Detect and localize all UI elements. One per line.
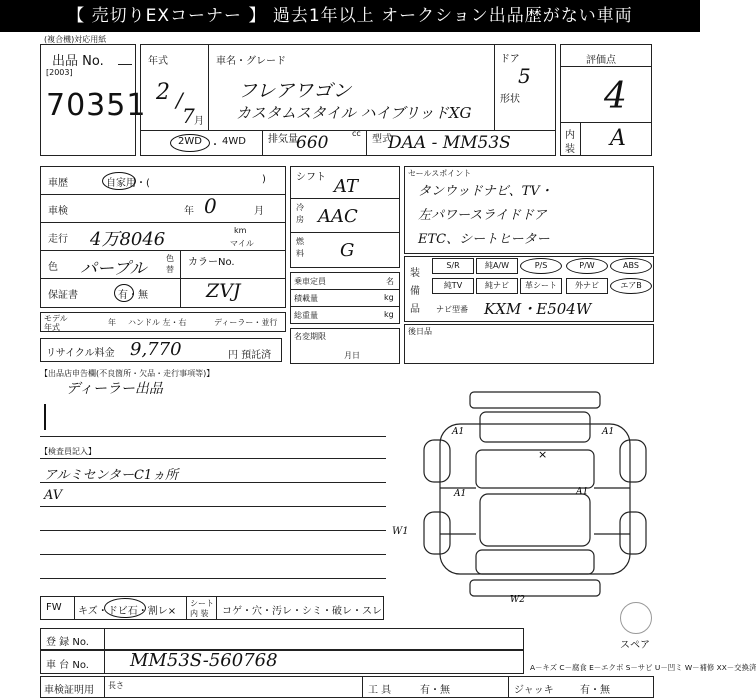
- color-value: パープル: [80, 259, 147, 279]
- sales-point-label: セールスポイント: [408, 169, 472, 178]
- sales-line-1: タンウッドナビ、TV・: [418, 184, 553, 199]
- navi-model: KXM・E504W: [484, 300, 592, 318]
- shift-value: AT: [334, 176, 359, 197]
- displacement-value: 660: [296, 133, 329, 153]
- mileage-value: 4万8046: [90, 229, 166, 250]
- model-value: DAA - MM53S: [388, 133, 511, 153]
- cert-row: [40, 676, 654, 698]
- tools-value: 有・無: [420, 685, 450, 696]
- inspector-line-2: AV: [44, 488, 63, 503]
- reg-no-row: [40, 628, 524, 650]
- month-value: 7: [182, 104, 195, 128]
- lot-number: 70351: [46, 88, 147, 123]
- mark-x: ×: [538, 448, 548, 461]
- doors-value: 5: [518, 64, 531, 88]
- chassis-value: MM53S-560768: [130, 650, 278, 671]
- inspector-label: 【検査員記入】: [40, 447, 96, 456]
- dealer-notes-label: 【出品店申告欄(不良箇所・欠品・走行事項等)】: [40, 369, 215, 378]
- spare-label: スペア: [620, 640, 650, 651]
- vehicle-grade: カスタムスタイル ハイブリッドXG: [236, 104, 472, 122]
- inspector-line-1: アルミセンターC1ヵ所: [44, 468, 179, 483]
- doors-label: ドア: [500, 54, 520, 65]
- name-grade-label: 車名・グレード: [216, 56, 286, 67]
- sales-line-2: 左パワースライドドア: [418, 208, 547, 223]
- displacement-label: 排気量: [268, 134, 298, 145]
- reg-label: 車歴: [48, 178, 68, 189]
- shift-label: シフト: [296, 172, 326, 183]
- auction-banner: 【 売切りEXコーナー 】 過去1年以上 オークション出品歴がない車両: [0, 0, 700, 32]
- equip-pw: P/W: [566, 258, 608, 274]
- lot-label: 出品 No.: [52, 54, 104, 69]
- equip-leather: 革シート: [520, 278, 562, 294]
- color-code: ZVJ: [206, 280, 241, 302]
- score-label: 評価点: [586, 55, 616, 66]
- mark-w2: W2: [510, 595, 525, 605]
- equip-aw: 純A/W: [476, 258, 518, 274]
- ac-value: AAC: [318, 206, 358, 227]
- drive-4wd: 4WD: [222, 136, 246, 147]
- color-label: 色: [48, 262, 58, 273]
- equip-sr: S/R: [432, 258, 474, 274]
- equip-ext-navi: 外ナビ: [566, 278, 608, 294]
- lot-year: [2003]: [46, 68, 73, 77]
- spare-icon: [620, 602, 652, 634]
- dealer-notes-value: ディーラー出品: [66, 381, 163, 397]
- equip-abs: ABS: [610, 258, 652, 274]
- reg-options: 自家用・(: [106, 178, 150, 189]
- score-value: 4: [604, 76, 627, 117]
- mark-a1-right: A1: [602, 427, 615, 437]
- mark-a1-left-2: A1: [454, 489, 467, 499]
- warranty-options: 有・無: [118, 290, 148, 301]
- drive-2wd: 2WD: [178, 136, 202, 147]
- damage-legend: A－キズ C－腐食 E－エクボ S－サビ U－凹ミ W－補修 XX－交換済: [530, 663, 756, 672]
- mark-a1-right-2: A1: [576, 487, 589, 497]
- equip-airbag: エアB: [610, 278, 652, 294]
- car-damage-diagram: [410, 384, 660, 614]
- month-label: 月: [194, 116, 204, 127]
- doc-label: (複合機)対応用紙: [44, 35, 107, 44]
- vehicle-name: フレアワゴン: [238, 80, 352, 102]
- mark-w1: W1: [392, 526, 409, 537]
- rear-items-box: [404, 324, 654, 364]
- interior-score-value: A: [610, 126, 626, 151]
- model-label: 型式: [372, 134, 392, 145]
- interior-condition-text: コゲ・穴・汚レ・シミ・破レ・スレ: [222, 606, 382, 617]
- mark-a1-left: A1: [452, 427, 465, 437]
- shape-label: 形状: [500, 94, 520, 105]
- color-no-label: カラーNo.: [188, 257, 235, 268]
- chassis-row: [40, 650, 524, 674]
- inspection-label: 車検: [48, 206, 68, 217]
- inspection-value: 0: [204, 194, 217, 218]
- mileage-label: 走行: [48, 234, 68, 245]
- year-label: 年式: [148, 56, 168, 67]
- jack-value: 有・無: [580, 685, 610, 696]
- equip-navi: 純ナビ: [476, 278, 518, 294]
- equip-tv: 純TV: [432, 278, 474, 294]
- warranty-label: 保証書: [48, 290, 78, 301]
- recycle-value: 9,770: [130, 339, 182, 360]
- equip-ps: P/S: [520, 258, 562, 274]
- recycle-label: リサイクル料金: [46, 348, 115, 359]
- year-value: 2: [156, 80, 170, 105]
- sales-line-3: ETC、シートヒーター: [418, 232, 550, 247]
- fuel-value: G: [340, 240, 355, 261]
- condition-text: キズ・ドビ石・割レ×: [78, 606, 177, 617]
